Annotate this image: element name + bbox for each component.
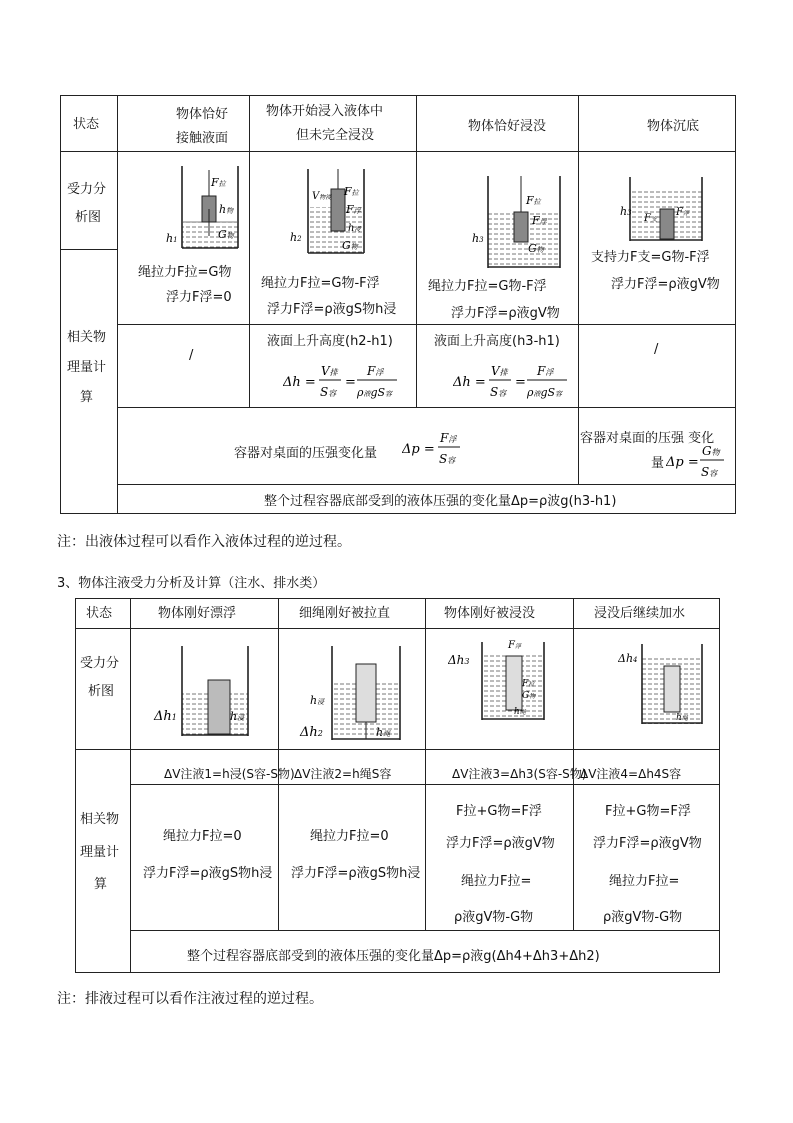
svg-text:V物浸: V物浸: [312, 191, 332, 202]
t1-c1-line1: 绳拉力F拉=G物: [138, 265, 232, 280]
t1-d1-h-label: h物: [219, 203, 234, 216]
t2-c1-line2: 浮力F浮=ρ液gS物h浸: [143, 866, 273, 881]
svg-text:G物: G物: [702, 444, 720, 458]
t2-dv-4: ΔV注液4=Δh4S容: [580, 767, 682, 781]
t1-d1-f-label: F拉: [211, 176, 226, 189]
svg-text:=: =: [515, 375, 526, 390]
t1-header-col2-line2: 但未完全浸没: [296, 128, 375, 143]
t2-row-force-1: 受力分: [80, 656, 120, 671]
t2-c4-line4: ρ液gV物-G物: [603, 910, 683, 925]
svg-text:F浮: F浮: [346, 203, 361, 216]
t1-diagram-4: [620, 175, 710, 245]
t1-header-col2-line1: 物体开始浸入液体中: [266, 104, 384, 119]
svg-text:F拉: F拉: [522, 679, 535, 689]
t2-header-status: 状态: [86, 606, 113, 621]
t2-c3-line3: 绳拉力F拉=: [461, 874, 532, 889]
note-1: 注：出液体过程可以看作入液体过程的逆过程。: [57, 534, 351, 550]
t1-bottom: 整个过程容器底部受到的液体压强的变化量Δp=ρ波g(h3-h1): [264, 494, 617, 509]
svg-text:Δh =: Δh =: [453, 375, 486, 390]
svg-text:F浮: F浮: [676, 207, 689, 218]
svg-text:h浸: h浸: [310, 694, 325, 707]
svg-text:F浮: F浮: [508, 640, 521, 651]
t2-c2-line2: 浮力F浮=ρ液gS物h浸: [291, 866, 421, 881]
svg-text:ρ液gS容: ρ液gS容: [357, 386, 393, 399]
t2-dv-1: ΔV注液1=h浸(S容-S物): [164, 767, 295, 781]
t1-diagram-3: [470, 172, 570, 268]
t2-c3-line2: 浮力F浮=ρ液gV物: [446, 836, 555, 851]
t2-row-calc-3: 算: [94, 877, 108, 892]
svg-text:=: =: [345, 375, 356, 390]
svg-text:Δp =: Δp =: [402, 442, 435, 457]
t1-header-col1-line1: 物体恰好: [176, 107, 229, 122]
t1-pressure-right-2: 量: [651, 456, 665, 471]
svg-text:S容: S容: [439, 452, 456, 466]
t1-pressure-right-formula: [666, 440, 736, 484]
t2-header-col2: 细绳刚好被拉直: [299, 606, 391, 621]
svg-text:h3: h3: [620, 205, 632, 218]
t1-diagram-1: [162, 160, 248, 250]
t2-diagram-2: [298, 642, 408, 742]
t2-bottom: 整个过程容器底部受到的液体压强的变化量Δp=ρ液g(Δh4+Δh3+Δh2): [187, 949, 600, 964]
svg-text:F拉: F拉: [526, 194, 541, 207]
t1-c2-line1: 绳拉力F拉=G物-F浮: [261, 276, 380, 291]
svg-text:F浮: F浮: [537, 364, 554, 378]
svg-text:Δh =: Δh =: [283, 375, 316, 390]
svg-text:V排: V排: [321, 364, 338, 378]
t1-pressure-left: 容器对桌面的压强变化量: [234, 446, 378, 461]
t1-c3-line1: 绳拉力F拉=G物-F浮: [428, 279, 547, 294]
svg-text:S容: S容: [490, 385, 507, 399]
t2-c4-line1: F拉+G物=F浮: [605, 804, 691, 819]
svg-text:F拉: F拉: [344, 185, 359, 198]
svg-text:S容: S容: [320, 385, 337, 399]
t1-row-force-2: 析图: [75, 210, 102, 225]
t2-diagram-3: [448, 634, 548, 724]
t1-slash-4: /: [654, 342, 659, 357]
t2-row-calc-1: 相关物: [80, 812, 120, 827]
svg-text:ρ液gS容: ρ液gS容: [527, 386, 563, 399]
t2-c4-line2: 浮力F浮=ρ液gV物: [593, 836, 702, 851]
t2-c1-line1: 绳拉力F拉=0: [163, 829, 242, 844]
svg-text:h2: h2: [290, 231, 302, 244]
note-2: 注：排液过程可以看作注液过程的逆过程。: [57, 991, 323, 1007]
t2-header-col4: 浸没后继续加水: [594, 606, 686, 621]
svg-text:Δp =: Δp =: [666, 455, 699, 470]
t1-header-status: 状态: [73, 117, 100, 132]
svg-text:h绳: h绳: [514, 707, 526, 717]
svg-text:Δh3: Δh3: [448, 653, 470, 667]
t1-header-col1-line2: 接触液面: [176, 131, 229, 146]
t1-formula-dh-3: [453, 358, 583, 404]
t2-c2-line1: 绳拉力F拉=0: [310, 829, 389, 844]
svg-text:h3: h3: [472, 232, 484, 245]
t1-pressure-left-formula: [402, 425, 472, 471]
t1-pressure-right-1: 容器对桌面的压强 变化: [580, 431, 715, 446]
svg-text:h浸: h浸: [230, 710, 245, 723]
svg-text:G物: G物: [522, 691, 536, 701]
t1-row-calc-3: 算: [80, 390, 94, 405]
t1-row-calc-2: 理量计: [67, 360, 107, 375]
t1-header-col3: 物体恰好浸没: [468, 119, 547, 134]
t1-formula-dh-2: [283, 358, 413, 404]
t2-header-col1: 物体刚好漂浮: [158, 606, 237, 621]
svg-text:F浮: F浮: [367, 364, 384, 378]
t2-diagram-4: [618, 642, 708, 726]
svg-text:h绳: h绳: [376, 726, 391, 739]
svg-text:Δh1: Δh1: [154, 709, 177, 724]
svg-text:Δh4: Δh4: [618, 652, 638, 665]
t2-header-col3: 物体刚好被浸没: [444, 606, 536, 621]
t2-c4-line3: 绳拉力F拉=: [609, 874, 680, 889]
svg-text:F支: F支: [644, 213, 657, 224]
t1-c4-line1: 支持力F支=G物-F浮: [591, 250, 710, 265]
t2-dv-3: ΔV注液3=Δh3(S容-S物): [452, 767, 587, 781]
t1-c1-line2: 浮力F浮=0: [166, 290, 232, 305]
svg-text:V排: V排: [491, 364, 508, 378]
t2-c3-line1: F拉+G物=F浮: [456, 804, 542, 819]
t1-row-force-1: 受力分: [67, 182, 107, 197]
t2-dv-2: ΔV注液2=h绳S容: [294, 767, 392, 781]
t2-row-force-2: 析图: [88, 684, 115, 699]
t1-c2-line2: 浮力F浮=ρ液gS物h浸: [267, 302, 397, 317]
t1-header-col4: 物体沉底: [647, 119, 700, 134]
t2-c3-line4: ρ液gV物-G物: [454, 910, 534, 925]
svg-text:G物: G物: [528, 242, 544, 255]
t1-rise-2: 液面上升高度(h2-h1): [267, 334, 393, 349]
t1-slash-1: /: [189, 348, 194, 363]
section-3-title: 3、物体注液受力分析及计算（注水、排水类）: [57, 576, 326, 591]
t2-row-calc-2: 理量计: [80, 845, 120, 860]
t1-diagram-2: [286, 165, 386, 255]
svg-text:G物: G物: [342, 239, 358, 252]
svg-text:h浸: h浸: [348, 223, 361, 234]
svg-text:F浮: F浮: [440, 431, 457, 445]
t1-d1-h1-label: h1: [166, 232, 178, 245]
t1-c3-line2: 浮力F浮=ρ液gV物: [451, 306, 560, 321]
svg-text:Δh2: Δh2: [300, 725, 323, 740]
t2-diagram-1: [150, 642, 260, 738]
t1-rise-3: 液面上升高度(h3-h1): [434, 334, 560, 349]
svg-text:h绳: h绳: [676, 713, 688, 723]
t1-row-calc-1: 相关物: [67, 330, 107, 345]
svg-text:S容: S容: [701, 465, 718, 479]
t1-d1-g-label: G物: [218, 228, 234, 241]
svg-text:F浮: F浮: [532, 214, 547, 227]
t1-c4-line2: 浮力F浮=ρ液gV物: [611, 277, 720, 292]
